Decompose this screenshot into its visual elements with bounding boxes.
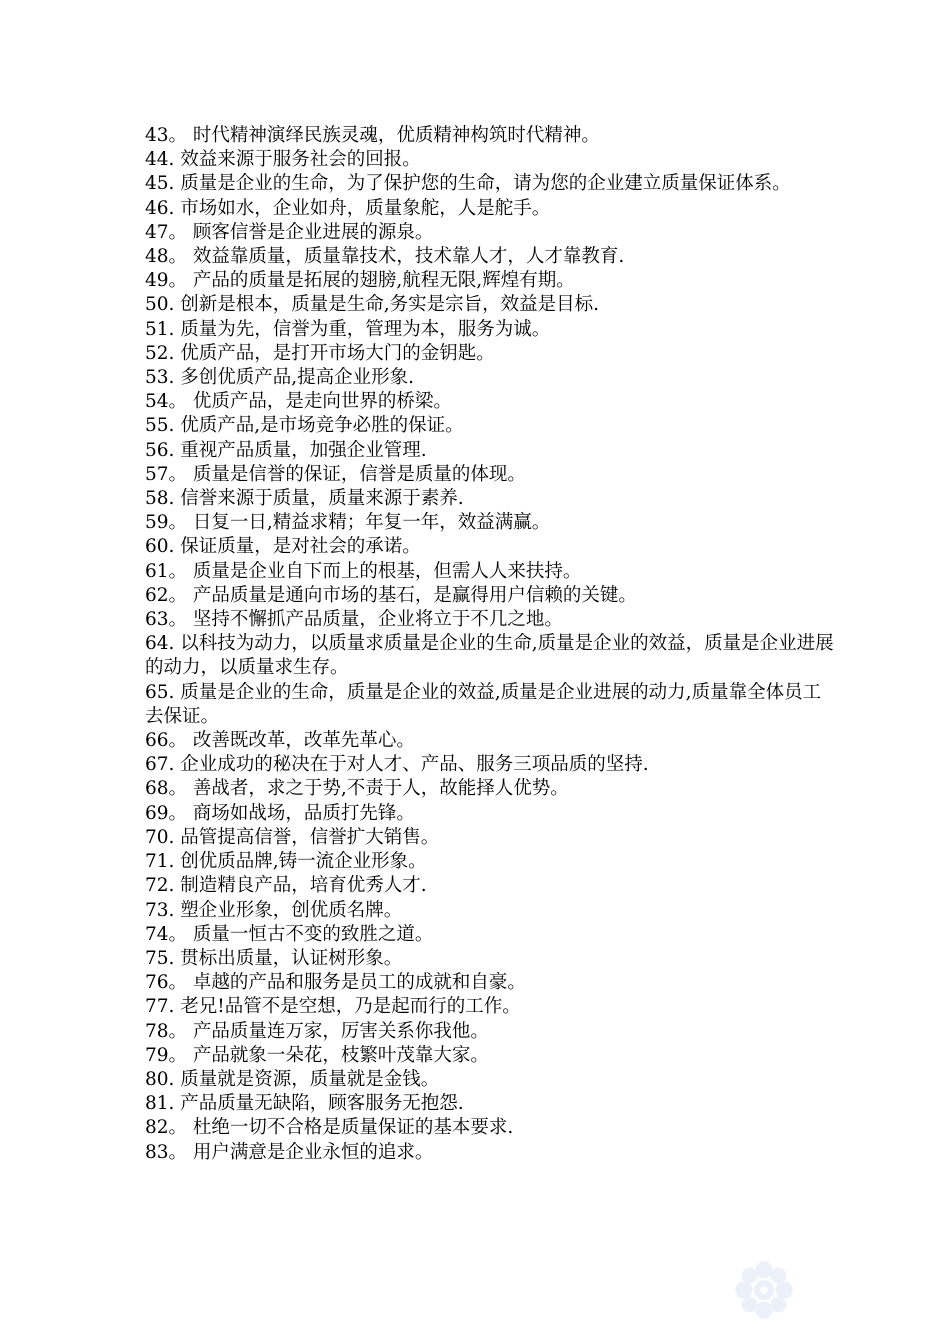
- list-item: [145, 197, 835, 221]
- item-text: 优质产品，是走向世界的桥梁。: [187, 391, 452, 413]
- item-number: 49。: [145, 270, 188, 292]
- item-text: 改善既改革，改革先革心。: [187, 730, 415, 752]
- item-text: 优质产品，是打开市场大门的金钥匙。: [174, 342, 495, 364]
- item-number: 64.: [145, 633, 175, 655]
- item-text: 产品的质量是拓展的翅膀,航程无限,辉煌有期。: [187, 270, 575, 292]
- item-number: 72.: [145, 875, 175, 897]
- item-number: 82。: [145, 1117, 188, 1139]
- item-text: 老兄!品管不是空想，乃是起而行的工作。: [174, 996, 521, 1018]
- list-item: [145, 681, 835, 729]
- item-text: 以科技为动力，以质量求质量是企业的生命,质量是企业的效益，质量是企业进展的动力，以质量求生存。: [145, 633, 834, 679]
- item-number: 74。: [145, 923, 188, 945]
- item-number: 68。: [145, 778, 188, 800]
- list-item: [145, 1068, 835, 1092]
- list-item: [145, 608, 835, 632]
- item-text: 卓越的产品和服务是员工的成就和自豪。: [187, 972, 526, 994]
- item-number: 76。: [145, 972, 188, 994]
- item-text: 信誉来源于质量，质量来源于素养.: [174, 488, 464, 510]
- item-text: 产品质量无缺陷，顾客服务无抱怨.: [174, 1093, 464, 1115]
- item-number: 79。: [145, 1044, 188, 1066]
- list-item: [145, 729, 835, 753]
- item-number: 66。: [145, 730, 188, 752]
- list-item: [145, 172, 835, 196]
- item-text: 市场如水，企业如舟，质量象舵，人是舵手。: [174, 197, 551, 219]
- list-item: [145, 777, 835, 801]
- item-text: 质量是企业的生命，质量是企业的效益,质量是企业进展的动力,质量靠全体员工去保证。: [145, 681, 822, 727]
- list-item: [145, 414, 835, 438]
- item-number: 52.: [145, 342, 175, 364]
- item-text: 塑企业形象，创优质名牌。: [174, 899, 403, 921]
- list-item: [145, 899, 835, 923]
- item-number: 48。: [145, 246, 188, 268]
- list-item: [145, 1020, 835, 1044]
- item-number: 58.: [145, 488, 175, 510]
- item-number: 80.: [145, 1068, 175, 1090]
- item-number: 75.: [145, 947, 175, 969]
- item-text: 质量是企业自下而上的根基，但需人人来扶持。: [187, 560, 582, 582]
- item-number: 50.: [145, 294, 175, 316]
- item-text: 产品质量是通向市场的基石，是赢得用户信赖的关键。: [187, 584, 637, 606]
- list-item: [145, 487, 835, 511]
- item-number: 71.: [145, 851, 175, 873]
- list-item: [145, 535, 835, 559]
- snowflake-logo-icon: [728, 1254, 800, 1326]
- item-text: 质量是企业的生命，为了保护您的生命，请为您的企业建立质量保证体系。: [174, 173, 791, 195]
- item-number: 55.: [145, 415, 175, 437]
- list-item: [145, 923, 835, 947]
- item-text: 企业成功的秘决在于对人才、产品、服务三项品质的坚持.: [174, 754, 649, 776]
- item-number: 54。: [145, 391, 188, 413]
- item-number: 45.: [145, 173, 175, 195]
- list-item: [145, 366, 835, 390]
- item-number: 78。: [145, 1020, 188, 1042]
- item-text: 质量一恒古不变的致胜之道。: [187, 923, 434, 945]
- item-text: 杜绝一切不合格是质量保证的基本要求.: [187, 1117, 514, 1139]
- list-item: [145, 221, 835, 245]
- item-number: 61。: [145, 560, 188, 582]
- list-item: [145, 584, 835, 608]
- list-item: [145, 245, 835, 269]
- item-number: 43。: [145, 125, 188, 146]
- list-item: [145, 148, 835, 172]
- item-text: 质量就是资源，质量就是金钱。: [174, 1068, 440, 1090]
- item-number: 47。: [145, 221, 188, 243]
- item-number: 56.: [145, 439, 175, 461]
- item-number: 51.: [145, 318, 175, 340]
- item-number: 69。: [145, 802, 188, 824]
- slogan-list: [145, 124, 835, 1165]
- list-item: [145, 124, 835, 148]
- list-item: [145, 632, 835, 680]
- item-text: 善战者，求之于势,不责于人，故能择人优势。: [187, 778, 569, 800]
- list-item: [145, 1141, 835, 1165]
- item-text: 时代精神演绎民族灵魂，优质精神构筑时代精神。: [187, 125, 600, 146]
- list-item: [145, 269, 835, 293]
- item-text: 日复一日,精益求精；年复一年，效益满赢。: [187, 512, 551, 534]
- list-item: [145, 1044, 835, 1068]
- item-text: 制造精良产品，培育优秀人才.: [174, 875, 427, 897]
- item-number: 63。: [145, 609, 188, 631]
- item-text: 多创优质产品,提高企业形象.: [174, 367, 415, 389]
- list-item: [145, 560, 835, 584]
- item-number: 67.: [145, 754, 175, 776]
- list-item: [145, 947, 835, 971]
- item-text: 商场如战场，品质打先锋。: [187, 802, 415, 824]
- list-item: [145, 439, 835, 463]
- item-text: 优质产品,是市场竞争必胜的保证。: [174, 415, 464, 437]
- list-item: [145, 511, 835, 535]
- item-text: 坚持不懈抓产品质量，企业将立于不几之地。: [187, 609, 563, 631]
- list-item: [145, 995, 835, 1019]
- list-item: [145, 293, 835, 317]
- item-text: 质量为先，信誉为重，管理为本，服务为诚。: [174, 318, 551, 340]
- item-number: 53.: [145, 367, 175, 389]
- item-text: 产品质量连万家，厉害关系你我他。: [187, 1020, 489, 1042]
- list-item: [145, 874, 835, 898]
- list-item: [145, 342, 835, 366]
- list-item: [145, 826, 835, 850]
- list-item: [145, 318, 835, 342]
- item-number: 62。: [145, 584, 188, 606]
- list-item: [145, 850, 835, 874]
- item-number: 57。: [145, 463, 188, 485]
- item-text: 重视产品质量，加强企业管理.: [174, 439, 427, 461]
- item-text: 效益靠质量，质量靠技术，技术靠人才，人才靠教育.: [187, 246, 625, 268]
- item-number: 60.: [145, 536, 175, 558]
- list-item: [145, 753, 835, 777]
- item-number: 73.: [145, 899, 175, 921]
- item-text: 产品就象一朵花，枝繁叶茂靠大家。: [187, 1044, 489, 1066]
- item-number: 44.: [145, 149, 175, 171]
- list-item: [145, 802, 835, 826]
- list-item: [145, 1092, 835, 1116]
- item-text: 贯标出质量，认证树形象。: [174, 947, 403, 969]
- item-text: 顾客信誉是企业进展的源泉。: [187, 221, 434, 243]
- item-number: 70.: [145, 826, 175, 848]
- item-number: 77.: [145, 996, 175, 1018]
- list-item: [145, 1116, 835, 1140]
- list-item: [145, 463, 835, 487]
- item-text: 质量是信誉的保证，信誉是质量的体现。: [187, 463, 526, 485]
- item-text: 创优质品牌,铸一流企业形象。: [174, 851, 427, 873]
- item-number: 46.: [145, 197, 175, 219]
- item-text: 品管提高信誉，信誉扩大销售。: [174, 826, 440, 848]
- list-item: [145, 390, 835, 414]
- item-number: 59。: [145, 512, 188, 534]
- item-number: 65.: [145, 681, 175, 703]
- list-item: [145, 971, 835, 995]
- item-text: 保证质量，是对社会的承诺。: [174, 536, 421, 558]
- item-text: 效益来源于服务社会的回报。: [174, 149, 421, 171]
- item-text: 创新是根本，质量是生命,务实是宗旨，效益是目标.: [174, 294, 600, 316]
- item-number: 83。: [145, 1141, 188, 1163]
- item-number: 81.: [145, 1093, 175, 1115]
- item-text: 用户满意是企业永恒的追求。: [187, 1141, 434, 1163]
